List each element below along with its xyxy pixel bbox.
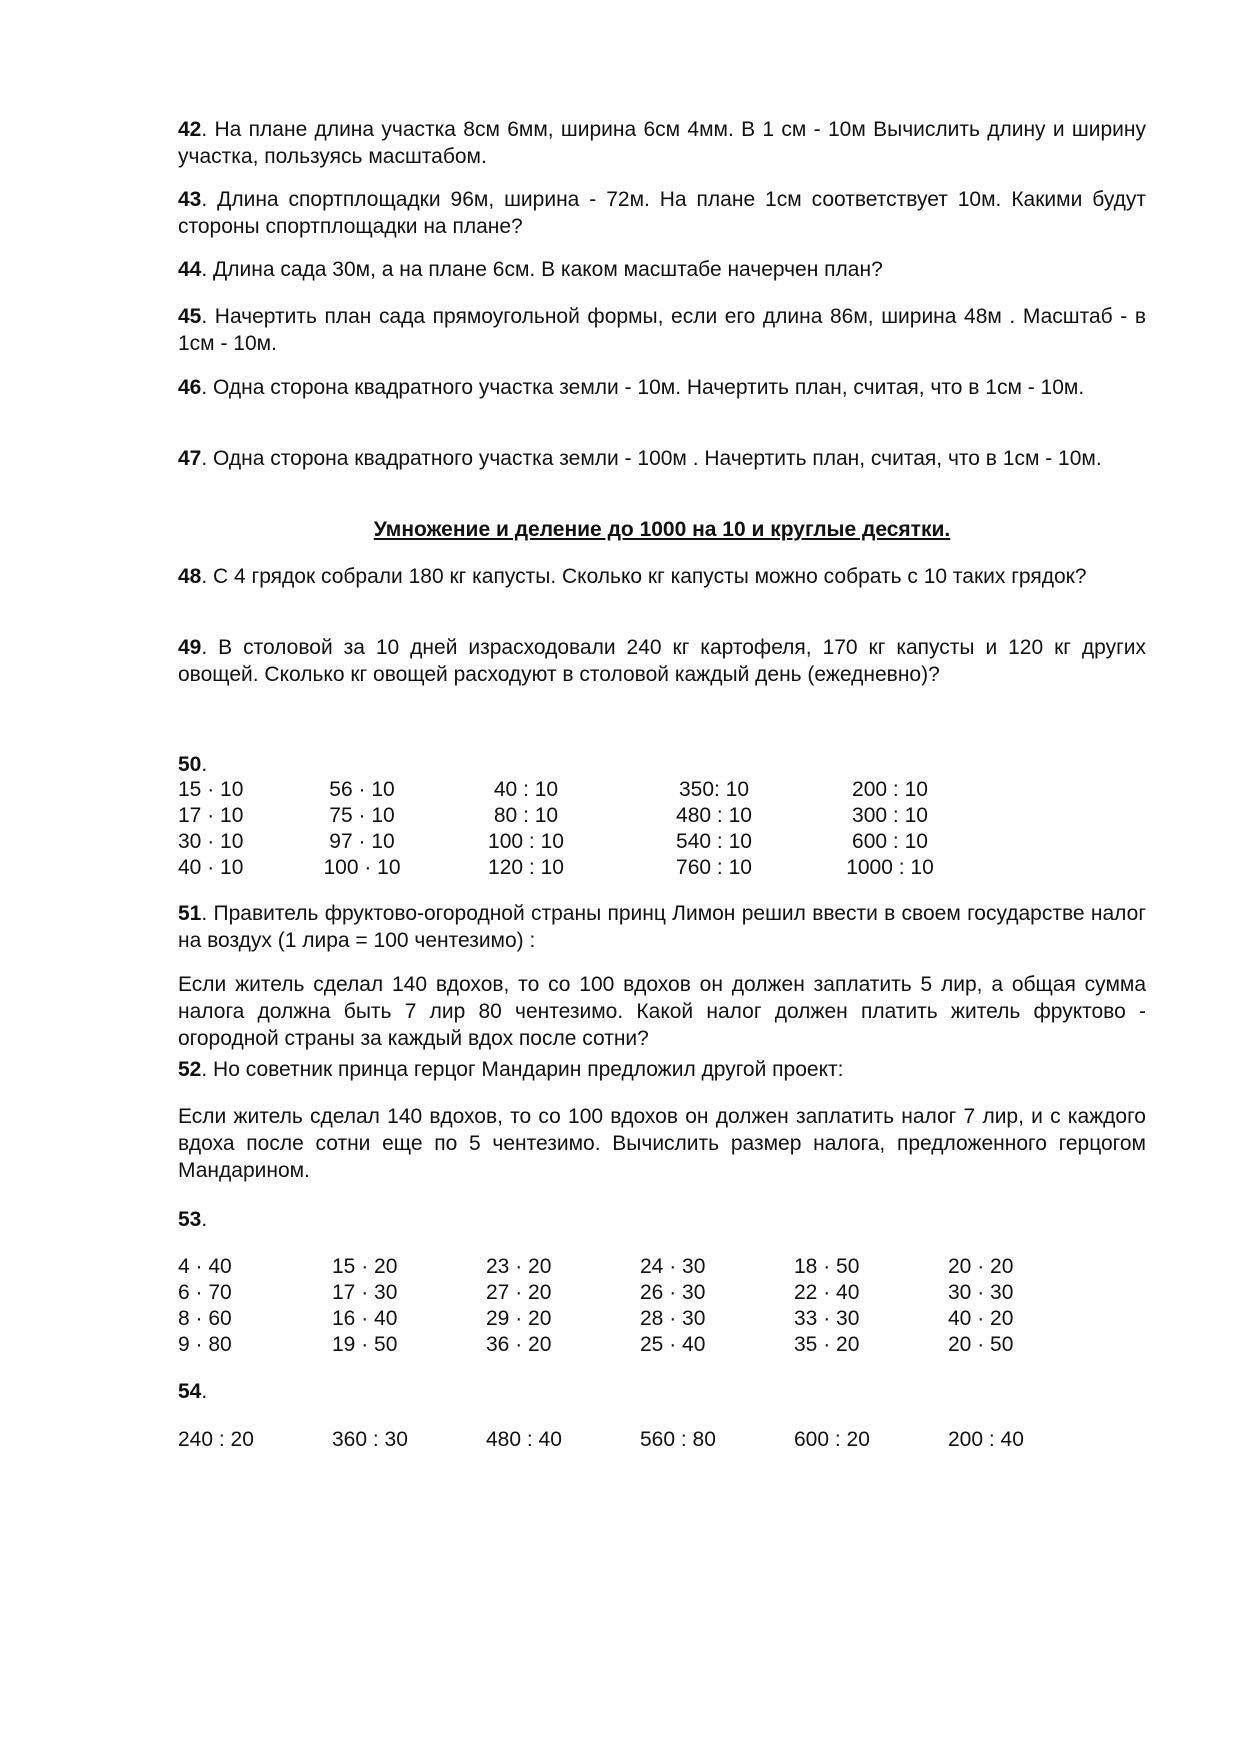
expression: 560 : 80 [640,1428,716,1451]
problem-number: 51 [178,902,202,925]
expression: 22 · 40 [794,1281,860,1304]
problem-text: . В столовой за 10 дней израсходовали 240 кг картофеля, 170 кг капусты и 120 кг других овощей. Сколько кг овощей расходуют в столовой каждый день (ежедневно)? [178,636,1146,686]
expression: 360 : 30 [332,1428,408,1451]
problem-number: 53 [178,1208,202,1231]
problem-period: . [201,753,208,776]
expression: 300 : 10 [852,804,928,827]
expression: 56 · 10 [329,778,395,801]
problem-number: 48 [178,565,202,588]
expression: 1000 : 10 [846,856,934,879]
expression: 6 · 70 [178,1281,232,1304]
expression: 100 · 10 [323,856,401,879]
problem-51-paragraph: Если житель сделал 140 вдохов, то со 100 вдохов он должен заплатить 5 лир, а общая сумма налога должна быть 7 лир 80 чентезимо. Какой налог должен платить житель фруктово - огородной страны за каждый вдох после сотни? [178,973,1146,1050]
expression: 480 : 10 [676,804,752,827]
problem-54-label [178,1378,1146,1405]
problem-number: 45 [178,305,202,328]
expression: 8 · 60 [178,1307,232,1330]
expression: 24 · 30 [640,1255,706,1278]
problem-47 [178,445,1146,472]
expression: 26 · 30 [640,1281,706,1304]
expression: 30 · 30 [948,1281,1014,1304]
expression: 75 · 10 [329,804,395,827]
expression: 15 · 20 [332,1255,398,1278]
expression: 760 : 10 [676,856,752,879]
expression: 4 · 40 [178,1255,232,1278]
section-heading: Умножение и деление до 1000 на 10 и круглые десятки. [373,518,951,541]
problem-52 [178,1056,1146,1083]
expression: 350: 10 [678,778,750,801]
problem-number: 52 [178,1058,202,1081]
problem-44 [178,256,1146,283]
problem-50-label [178,751,1146,778]
problem-number: 42 [178,118,202,141]
expression: 97 · 10 [329,830,395,853]
problem-number: 47 [178,447,202,470]
expression: 40 : 10 [493,778,559,801]
problem-text: . Одна сторона квадратного участка земли - 100м . Начертить план, считая, что в 1см - 10м. [201,447,1102,470]
expression: 80 : 10 [493,804,559,827]
expression: 17 · 30 [332,1281,398,1304]
problem-text: . Но советник принца герцог Мандарин предложил другой проект: [201,1058,844,1081]
problem-period: . [201,1208,208,1231]
expression: 200 : 40 [948,1428,1024,1451]
problem-52-paragraph: Если житель сделал 140 вдохов, то со 100 вдохов он должен заплатить налог 7 лир, и с каждого вдоха после сотни еще по 5 чентезимо. Вычислить размер налога, предложенного герцогом Мандарином. [178,1105,1146,1182]
expression: 200 : 10 [852,778,928,801]
problem-number: 46 [178,376,202,399]
expression: 16 · 40 [332,1307,398,1330]
problem-text: . Правитель фруктово-огородной страны принц Лимон решил ввести в своем государстве налог на воздух (1 лира = 100 чентезимо) : [178,902,1146,952]
expression: 18 · 50 [794,1255,860,1278]
problem-53-label [178,1206,1146,1233]
expression: 40 · 10 [178,856,244,879]
problem-text: . Начертить план сада прямоугольной формы, если его длина 86м, ширина 48м . Масштаб - в 1см - 10м. [178,305,1146,355]
expression: 27 · 20 [486,1281,552,1304]
expression: 540 : 10 [676,830,752,853]
problem-48 [178,563,1146,590]
expression: 480 : 40 [486,1428,562,1451]
expression: 17 · 10 [178,804,244,827]
expression: 35 · 20 [794,1333,860,1356]
expression: 30 · 10 [178,830,244,853]
expression: 25 · 40 [640,1333,706,1356]
problem-text: . Длина спортплощадки 96м, ширина - 72м. На плане 1см соответствует 10м. Какими будут стороны спортплощадки на плане? [178,188,1146,238]
expression: 240 : 20 [178,1428,254,1451]
problem-46 [178,374,1146,401]
expression: 9 · 80 [178,1333,232,1356]
problem-45 [178,303,1146,357]
problem-number: 50 [178,753,202,776]
problem-50-grid [178,776,1146,886]
expression: 23 · 20 [486,1255,552,1278]
problem-number: 44 [178,258,202,281]
expression: 29 · 20 [486,1307,552,1330]
expression: 40 · 20 [948,1307,1014,1330]
problem-54-grid [178,1426,1146,1456]
expression: 600 : 10 [852,830,928,853]
problem-text: . С 4 грядок собрали 180 кг капусты. Сколько кг капусты можно собрать с 10 таких грядок? [201,565,1087,588]
expression: 120 : 10 [488,856,564,879]
expression: 33 · 30 [794,1307,860,1330]
problem-number: 54 [178,1380,202,1403]
expression: 100 : 10 [488,830,564,853]
expression: 15 · 10 [178,778,244,801]
expression: 19 · 50 [332,1333,398,1356]
problem-number: 43 [178,188,202,211]
problem-number: 49 [178,636,202,659]
problem-49 [178,634,1146,688]
expression: 28 · 30 [640,1307,706,1330]
problem-53-grid [178,1253,1146,1363]
problem-period: . [201,1380,208,1403]
problem-42 [178,116,1146,170]
problem-text: . Длина сада 30м, а на плане 6см. В каком масштабе начерчен план? [201,258,883,281]
problem-51 [178,900,1146,954]
expression: 600 : 20 [794,1428,870,1451]
problem-text: . На плане длина участка 8см 6мм, ширина 6см 4мм. В 1 см - 10м Вычислить длину и ширину участка, пользуясь масштабом. [178,118,1146,168]
expression: 20 · 50 [948,1333,1014,1356]
problem-text: . Одна сторона квадратного участка земли - 10м. Начертить план, считая, что в 1см - 10м. [201,376,1085,399]
expression: 36 · 20 [486,1333,552,1356]
expression: 20 · 20 [948,1255,1014,1278]
problem-43 [178,186,1146,240]
